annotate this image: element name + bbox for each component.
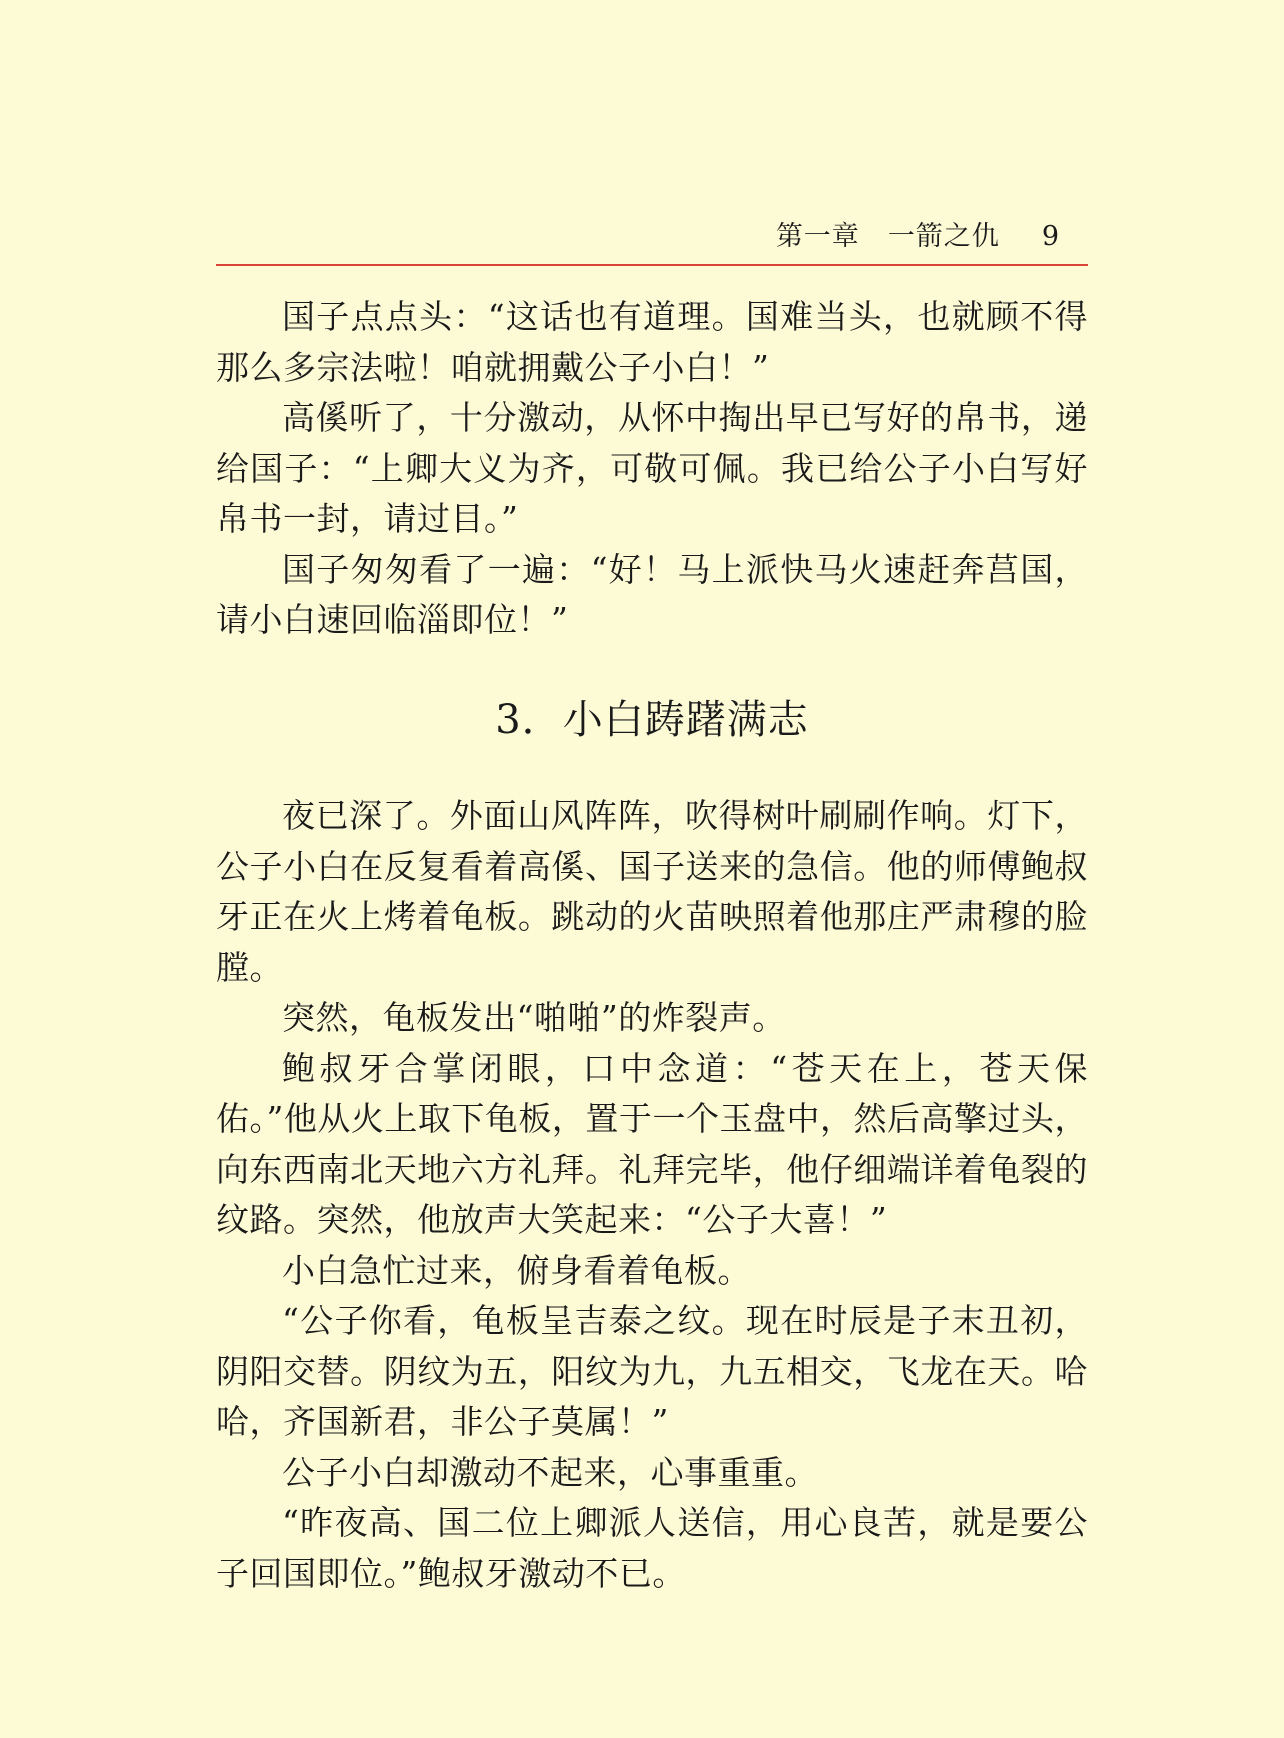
text-block-before-heading xyxy=(216,292,1088,646)
book-page xyxy=(216,0,1088,1738)
paragraph: “公子你看，龟板呈吉泰之纹。现在时辰是子末丑初，阴阳交替。阴纹为五，阳纹为九，九五相交，飞龙在天。哈哈，齐国新君，非公子莫属！” xyxy=(216,1301,1088,1441)
running-header xyxy=(216,214,1088,254)
chapter-label: 第一章 xyxy=(775,221,860,252)
paragraph: “昨夜高、国二位上卿派人送信，用心良苦，就是要公子回国即位。”鲍叔牙激动不已。 xyxy=(216,1503,1088,1593)
paragraph: 高傒听了，十分激动，从怀中掏出早已写好的帛书，递给国子：“上卿大义为齐，可敬可佩。我已给公子小白写好帛书一封，请过目。” xyxy=(216,398,1088,538)
paragraph: 国子匆匆看了一遍：“好！马上派快马火速赶奔莒国，请小白速回临淄即位！” xyxy=(216,549,1088,639)
page-number: 9 xyxy=(1041,221,1060,252)
paragraph: 鲍叔牙合掌闭眼，口中念道：“苍天在上，苍天保佑。”他从火上取下龟板，置于一个玉盘中，然后高擎过头，向东西南北天地六方礼拜。礼拜完毕，他仔细端详着龟裂的纹路。突然，他放声大笑起来：“公子大喜！” xyxy=(216,1048,1088,1239)
paragraph: 国子点点头：“这话也有道理。国难当头，也就顾不得那么多宗法啦！咱就拥戴公子小白！” xyxy=(216,297,1088,387)
header-rule xyxy=(216,264,1088,266)
paragraph: 小白急忙过来，俯身看着龟板。 xyxy=(282,1250,751,1290)
chapter-title: 一箭之仇 xyxy=(887,221,1000,252)
text-block-section-body xyxy=(216,791,1088,1599)
section-heading: 3．小白踌躇满志 xyxy=(495,697,809,743)
paragraph: 夜已深了。外面山风阵阵，吹得树叶刷刷作响。灯下，公子小白在反复看着高傒、国子送来的急信。他的师傅鲍叔牙正在火上烤着龟板。跳动的火苗映照着他那庄严肃穆的脸膛。 xyxy=(216,796,1088,987)
paragraph: 突然，龟板发出“啪啪”的炸裂声。 xyxy=(282,998,786,1037)
paragraph: 公子小白却激动不起来，心事重重。 xyxy=(282,1452,818,1492)
